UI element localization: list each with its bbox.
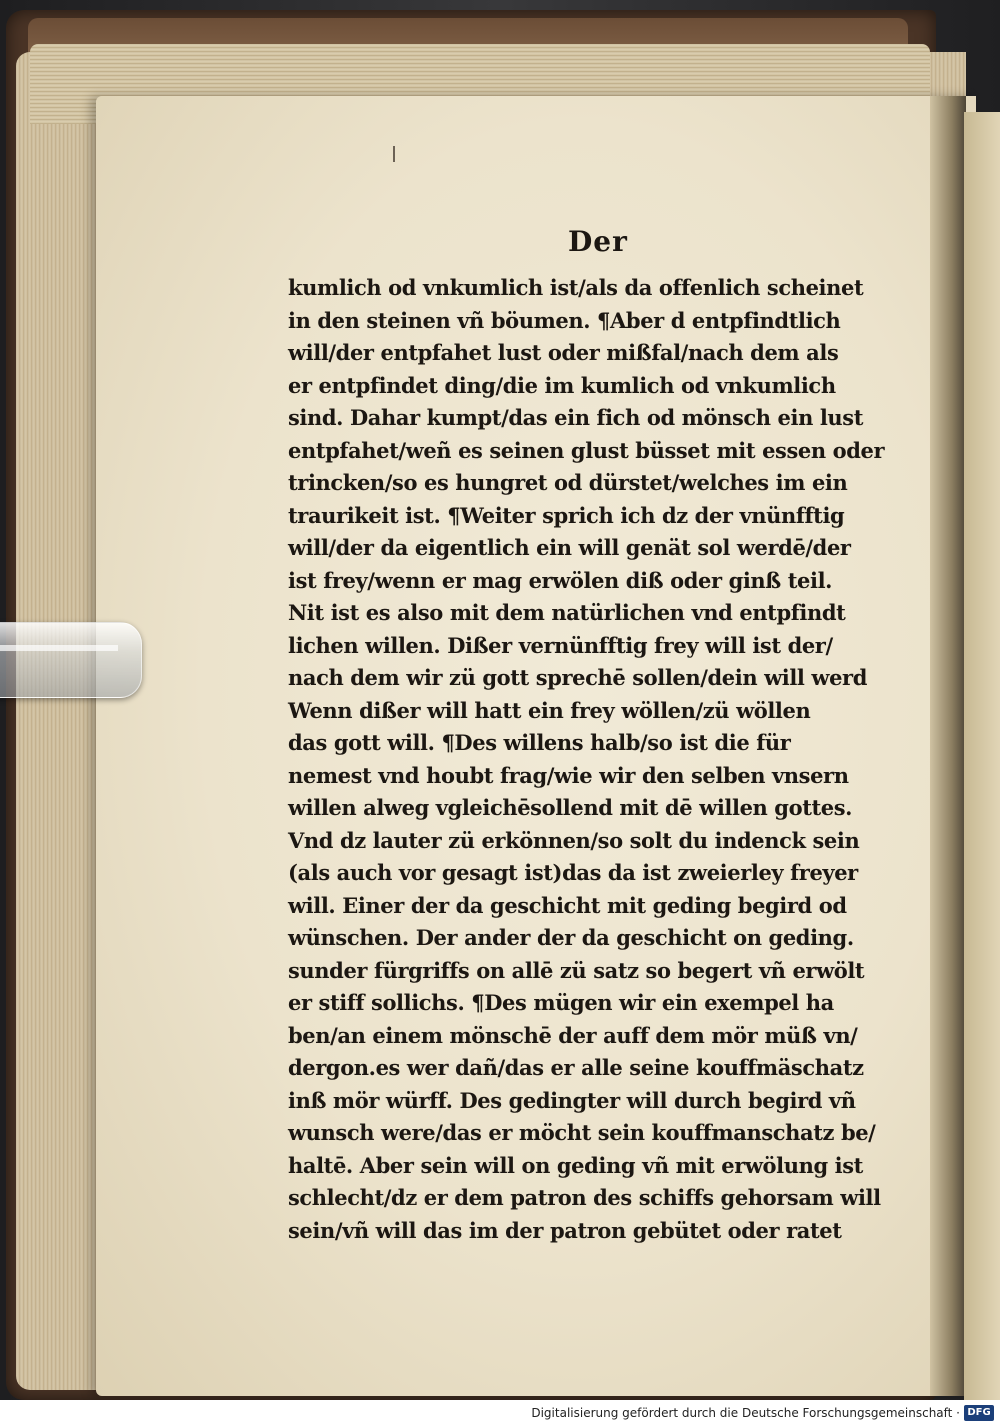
text-line: inß mör würff. Des gedingter will durch begird vñ <box>288 1087 856 1113</box>
page-gutter <box>930 96 966 1396</box>
text-line: ben/an einem mönschē der auff dem mör müß vn/ <box>288 1022 858 1048</box>
text-line: ist frey/wenn er mag erwölen diß oder ginß teil. <box>288 567 833 593</box>
text-line: will/der entpfahet lust oder mißfal/nach dem als <box>288 340 839 365</box>
footer-credit: Digitalisierung gefördert durch die Deutsche Forschungsgemeinschaft · <box>531 1406 960 1420</box>
text-line: wunsch were/das er möcht sein kouffmanschatz be/ <box>288 1120 876 1145</box>
page-mark <box>393 146 395 162</box>
text-line: nach dem wir zü gott sprechē sollen/dein will werd <box>288 665 868 690</box>
page-weight <box>0 622 142 698</box>
dfg-logo: DFG <box>964 1405 994 1421</box>
text-line: will/der da eigentlich ein will genät sol werdē/der <box>288 535 851 560</box>
text-line: wünschen. Der ander der da geschicht on geding. <box>288 925 854 950</box>
text-line: sunder fürgriffs on allē zü satz so begert vñ erwölt <box>288 957 865 983</box>
text-line: entpfahet/weñ es seinen glust büsset mit essen oder <box>288 437 885 463</box>
running-head: Der <box>568 225 628 258</box>
text-line: dergon.es wer dañ/das er alle seine kouffmäschatz <box>288 1055 864 1080</box>
text-line: er entpfindet ding/die im kumlich od vnkumlich <box>288 372 836 398</box>
text-line: haltē. Aber sein will on geding vñ mit erwölung ist <box>288 1152 863 1178</box>
text-line: lichen willen. Dißer vernünfftig frey will ist der/ <box>288 632 833 658</box>
text-line: (als auch vor gesagt ist)das da ist zweierley freyer <box>288 860 858 885</box>
text-line: Nit ist es also mit dem natürlichen vnd entpfindt <box>288 600 846 625</box>
text-line: Wenn dißer will hatt ein frey wöllen/zü wöllen <box>288 697 811 723</box>
text-block <box>288 272 888 1247</box>
text-line: in den steinen vñ böumen. ¶Aber d entpfindtlich <box>288 307 841 333</box>
text-line: kumlich od vnkumlich ist/als da offenlich scheinet <box>288 275 864 300</box>
text-line: sein/vñ will das im der patron gebütet oder ratet <box>288 1217 842 1243</box>
text-line: trincken/so es hungret od dürstet/welches im ein <box>288 470 848 495</box>
text-line: willen alweg vgleichēsollend mit dē willen gottes. <box>288 795 853 820</box>
text-line: Vnd dz lauter zü erkönnen/so solt du indenck sein <box>288 827 860 853</box>
text-line: sind. Dahar kumpt/das ein fich od mönsch ein lust <box>288 405 864 430</box>
text-line: schlecht/dz er dem patron des schiffs gehorsam will <box>288 1185 881 1210</box>
text-line: er stiff sollichs. ¶Des mügen wir ein exempel ha <box>288 990 834 1015</box>
page-weight-highlight <box>0 645 118 651</box>
text-line: traurikeit ist. ¶Weiter sprich ich dz der vnünfftig <box>288 502 845 528</box>
text-line: nemest vnd houbt frag/wie wir den selben vnsern <box>288 762 849 788</box>
text-line: das gott will. ¶Des willens halb/so ist die für <box>288 730 791 755</box>
facing-page-edge <box>964 112 1000 1402</box>
text-line: will. Einer der da geschicht mit geding begird od <box>288 892 847 918</box>
